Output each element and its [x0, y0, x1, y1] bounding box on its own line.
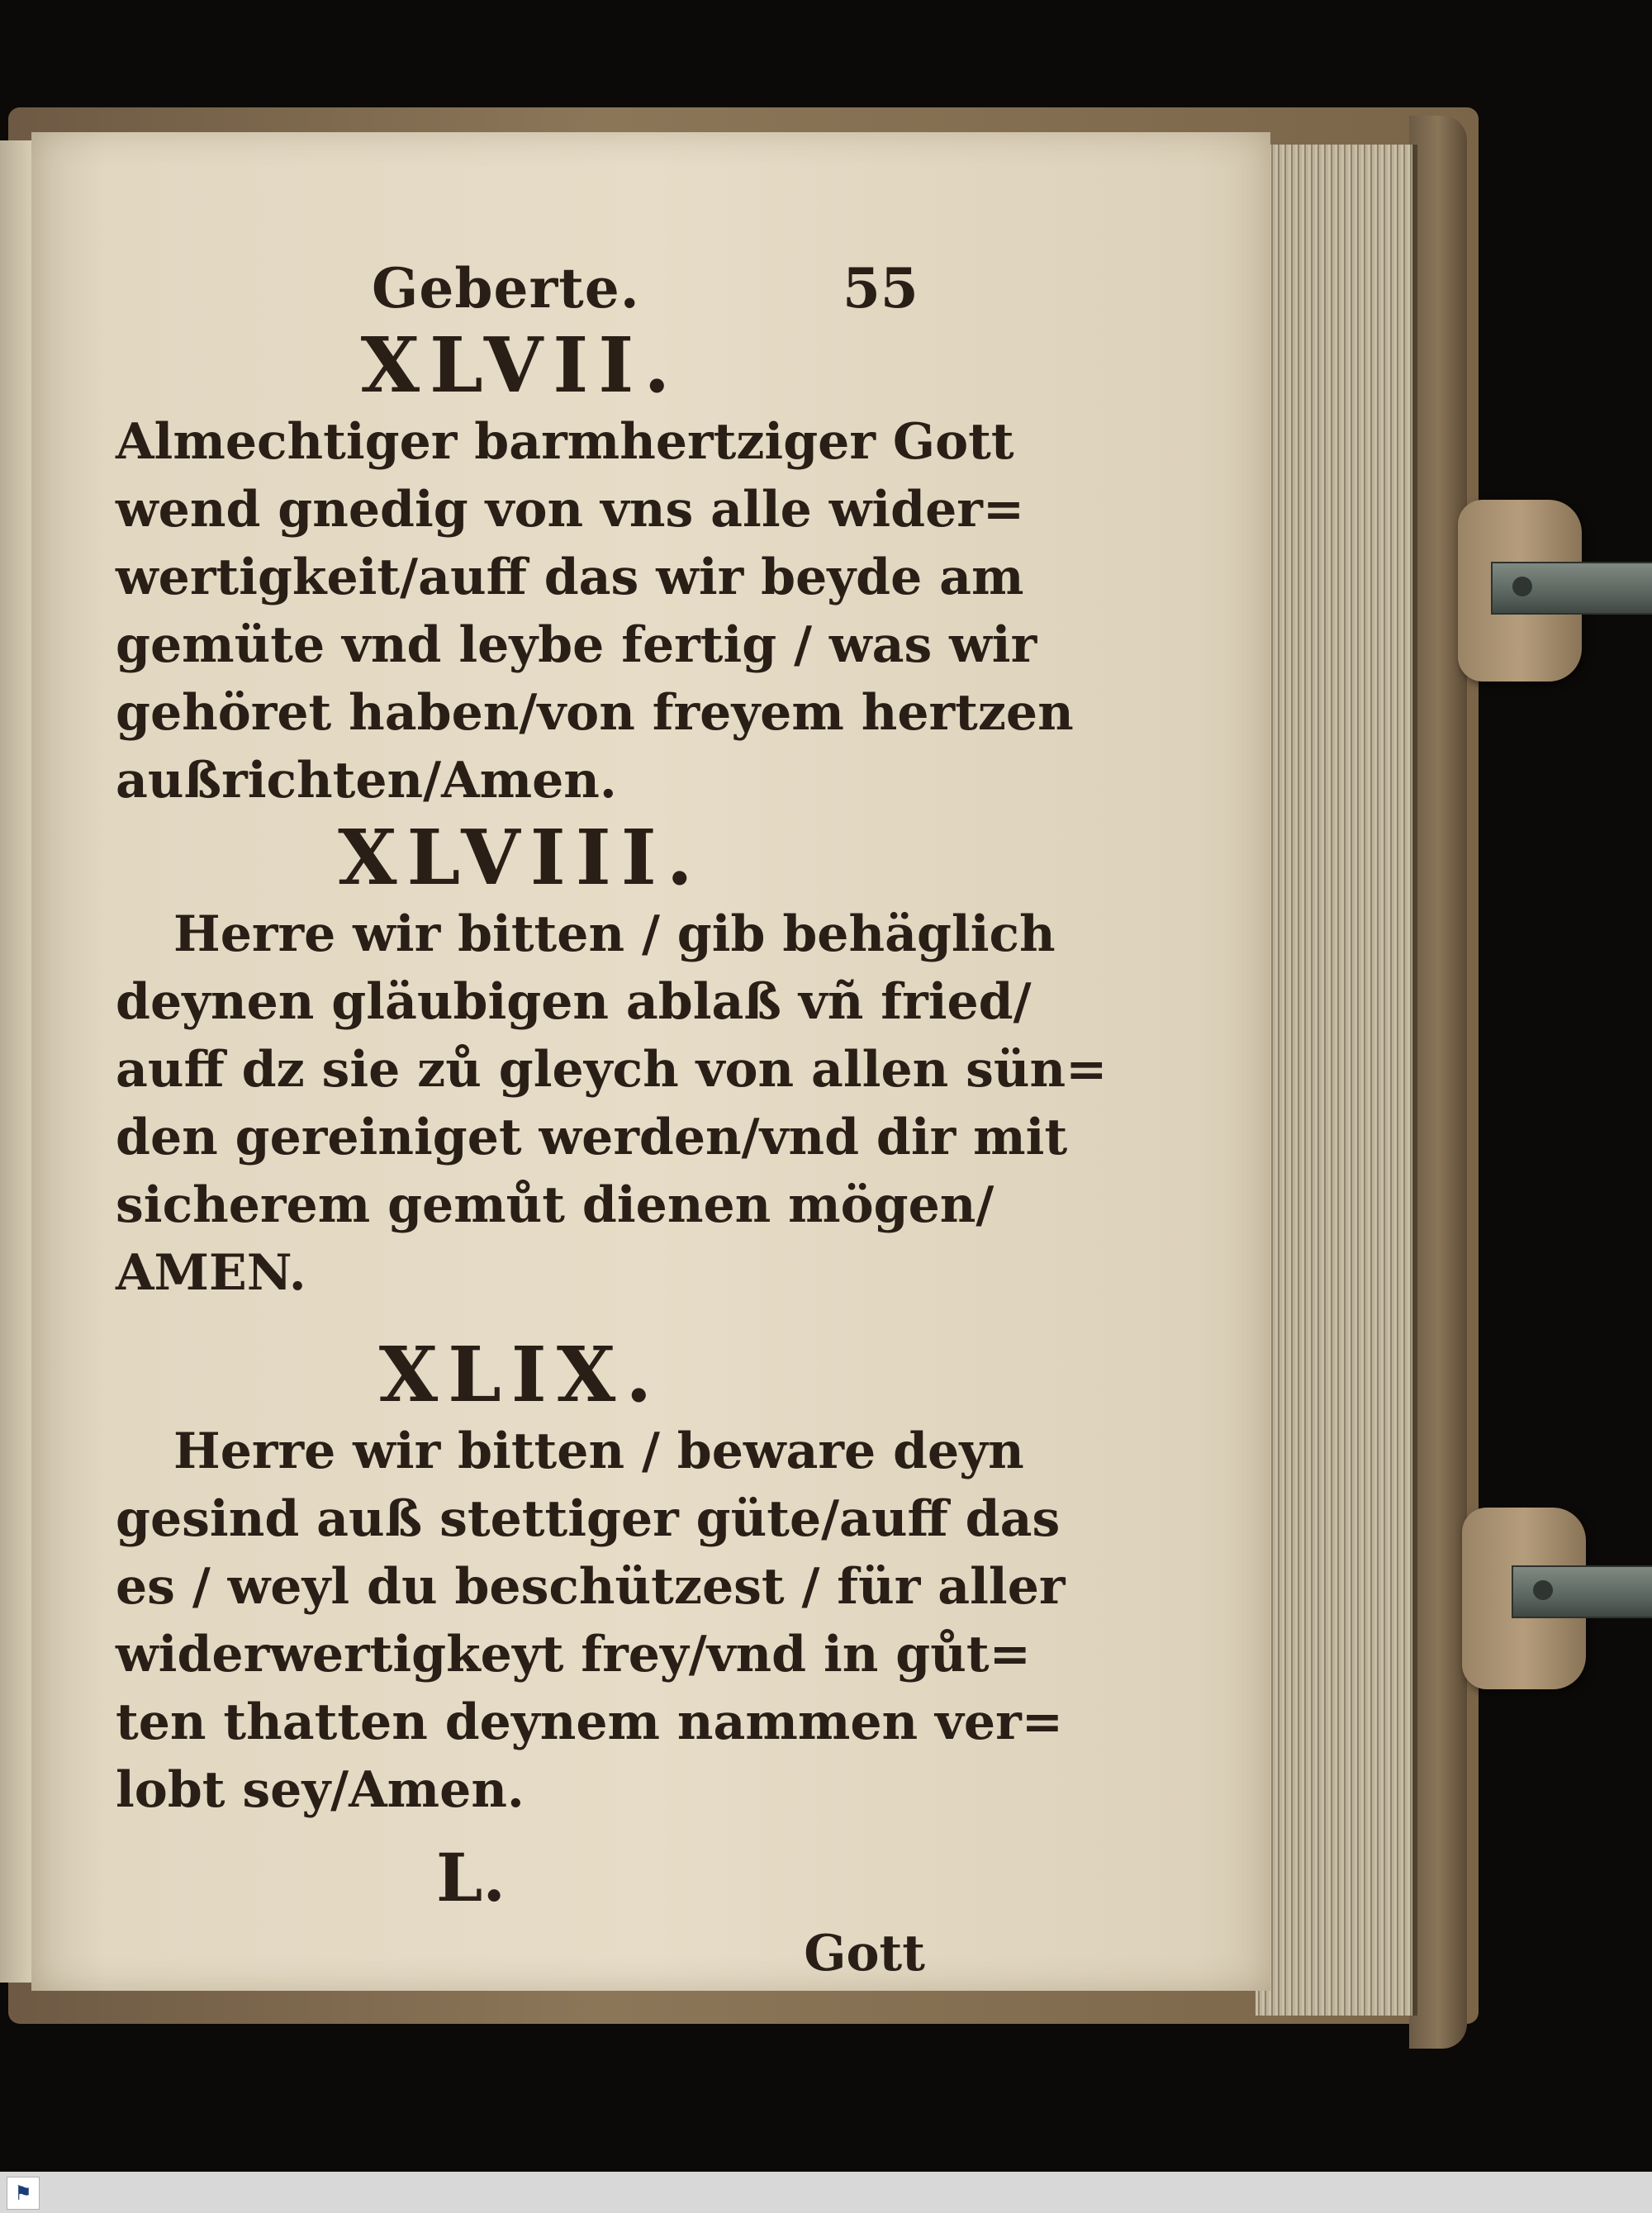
page-text-block: [116, 256, 1108, 1983]
text-line: auff dz sie zů gleych von allen sün=: [116, 1041, 1108, 1099]
rivet-icon: [1512, 577, 1532, 596]
text-line: sicherem gemůt dienen mögen/: [116, 1176, 995, 1234]
book-fore-edge: [1409, 116, 1467, 2049]
text-line: gehöret haben/von freyem hertzen: [116, 684, 1074, 742]
page-stack-edges: [1256, 145, 1417, 2016]
page-number: 55: [843, 256, 919, 321]
text-line: AMEN.: [116, 1244, 306, 1302]
text-line: gemüte vnd leybe fertig / was wir: [116, 616, 1037, 674]
text-line: deynen gläubigen ablaß vñ fried/: [116, 973, 1032, 1031]
upper-clasp-pin: [1491, 562, 1652, 615]
catchword: Gott: [804, 1925, 925, 1983]
viewer-footer-bar: [0, 2172, 1652, 2213]
text-line: widerwertigkeyt frey/vnd in gůt=: [116, 1626, 1031, 1683]
text-line: den gereiniget werden/vnd dir mit: [116, 1109, 1068, 1166]
section-numeral: XLVII.: [360, 321, 681, 410]
text-line: ten thatten deynem nammen ver=: [116, 1693, 1063, 1751]
text-line: außrichten/Amen.: [116, 752, 617, 810]
text-line: lobt sey/Amen.: [116, 1761, 525, 1819]
rivet-icon: [1533, 1580, 1553, 1600]
text-line: Almechtiger barmhertziger Gott: [116, 413, 1014, 471]
lower-clasp-pin: [1512, 1565, 1652, 1618]
text-line: wend gnedig von vns alle wider=: [116, 481, 1025, 539]
running-head: Geberte.: [372, 256, 640, 321]
prayer-section: [116, 813, 1108, 1307]
prayer-section: [116, 1330, 1066, 1824]
left-page-edge: [0, 140, 33, 1983]
library-logo-icon[interactable]: ⚑: [7, 2177, 40, 2210]
text-line: gesind auß stettiger güte/auff das: [116, 1490, 1061, 1548]
next-section-numeral: L.: [435, 1839, 506, 1916]
section-numeral: XLVIII.: [338, 813, 703, 902]
text-line: es / weyl du beschützest / für aller: [116, 1558, 1066, 1616]
prayer-section: [116, 321, 1074, 814]
text-line: Herre wir bitten / beware deyn: [173, 1422, 1024, 1480]
text-line: wertigkeit/auff das wir beyde am: [116, 549, 1024, 606]
page-header: [116, 256, 925, 322]
text-line: Herre wir bitten / gib behäglich: [173, 905, 1056, 963]
section-numeral: XLIX.: [378, 1330, 662, 1419]
